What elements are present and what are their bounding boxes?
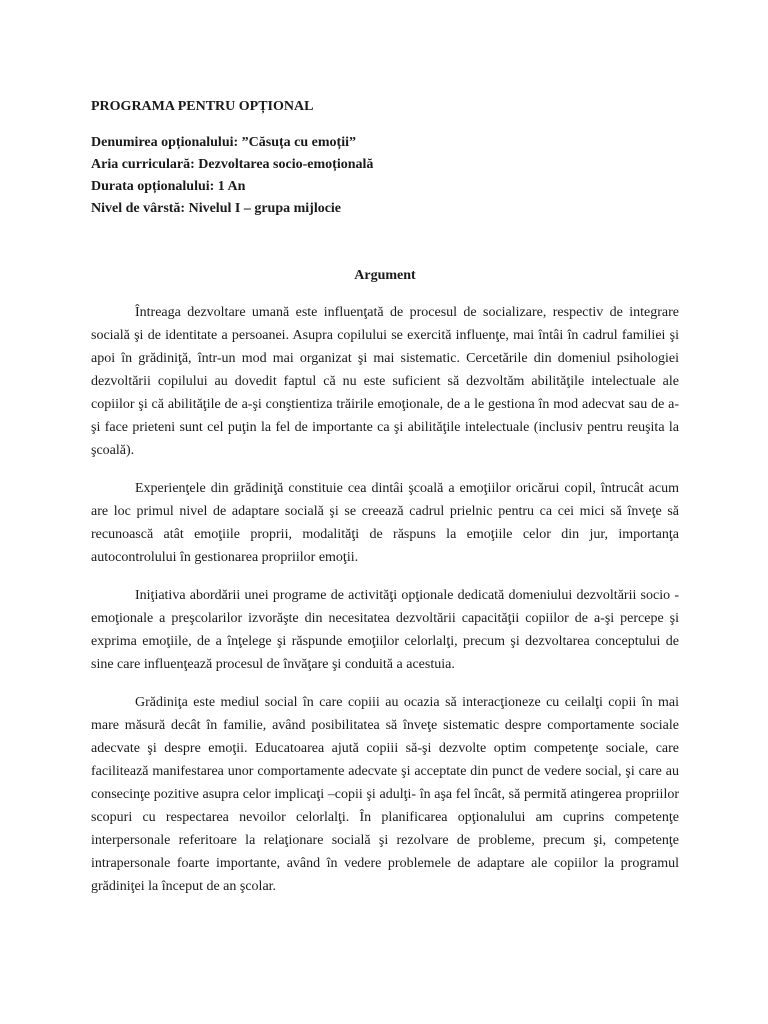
paragraph: Întreaga dezvoltare umană este influenţată de procesul de socializare, respectiv de integrare socială şi de identitate a persoanei. Asupra copilului se exercită influenţe, mai întâi în cadrul familiei şi apoi în grădiniţă, într-un mod mai organizat şi mai sistematic. Cercetările din domeniul psihologiei dezvoltării copilului au dovedit faptul că nu este suficient să dezvoltăm abilităţile intelectuale ale copiilor şi că abilităţile de a-şi conştientiza trăirile emoţionale, de a le gestiona în mod adecvat sau de a-şi face prieteni sunt cel puţin la fel de importante ca şi abilităţile intelectuale (inclusiv pentru reuşita la şcoală). <box>91 305 679 458</box>
optional-details <box>91 132 679 220</box>
paragraph: Experienţele din grădiniţă constituie cea dintâi şcoală a emoţiilor oricărui copil, întrucât acum are loc primul nivel de adaptare socială şi se creează cadrul prielnic pentru ca cei mici să înveţe să recunoască atât emoţiile proprii, modalităţi de răspuns la emoţiile celor din jur, importanţa autocontrolului în gestionarea propriilor emoţii. <box>91 481 679 565</box>
section-heading-argument: Argument <box>354 268 416 283</box>
duration-line: Durata opționalului: 1 An <box>91 179 246 194</box>
document-body <box>91 97 679 913</box>
curricular-area-line: Aria curriculară: Dezvoltarea socio-emoțională <box>91 157 374 172</box>
paragraph: Grădiniţa este mediul social în care copiii au ocazia să interacţioneze cu ceilalţi copii în mai mare măsură decât în familie, având posibilitatea să înveţe sistematic despre comportamente sociale adecvate şi despre emoţii. Educatoarea ajută copiii să-şi dezvolte optim competenţe sociale, care facilitează manifestarea unor comportamente adecvate şi acceptate din punct de vedere social, şi care au consecinţe pozitive asupra celor implicaţi –copii şi adulţi- în aşa fel încât, să permită atingerea propriilor scopuri cu respectarea nevoilor celorlalţi. În planificarea opţionalului am cuprins competenţe interpersonale referitoare la relaţionare socială şi rezolvare de probleme, precum şi, competenţe intrapersonale foarte importante, având în vedere problemele de adaptare ale copiilor la programul grădiniţei la început de an şcolar. <box>91 695 679 894</box>
age-level-line: Nivel de vârstă: Nivelul I – grupa mijlocie <box>91 201 342 216</box>
optional-name-line: Denumirea opționalului: ”Căsuța cu emoții” <box>91 135 356 150</box>
paragraph: Iniţiativa abordării unei programe de activităţi opţionale dedicată domeniului dezvoltării socio - emoţionale a preşcolarilor izvorăşte din necesitatea dezvoltării capacităţii copiilor de a-şi percepe şi exprima emoţiile, de a înţelege şi răspunde emoţiilor celorlalţi, precum şi dezvoltarea conceptului de sine care influenţează procesul de învăţare şi conduită a acestuia. <box>91 588 679 672</box>
document-title: PROGRAMA PENTRU OPȚIONAL <box>91 99 314 114</box>
